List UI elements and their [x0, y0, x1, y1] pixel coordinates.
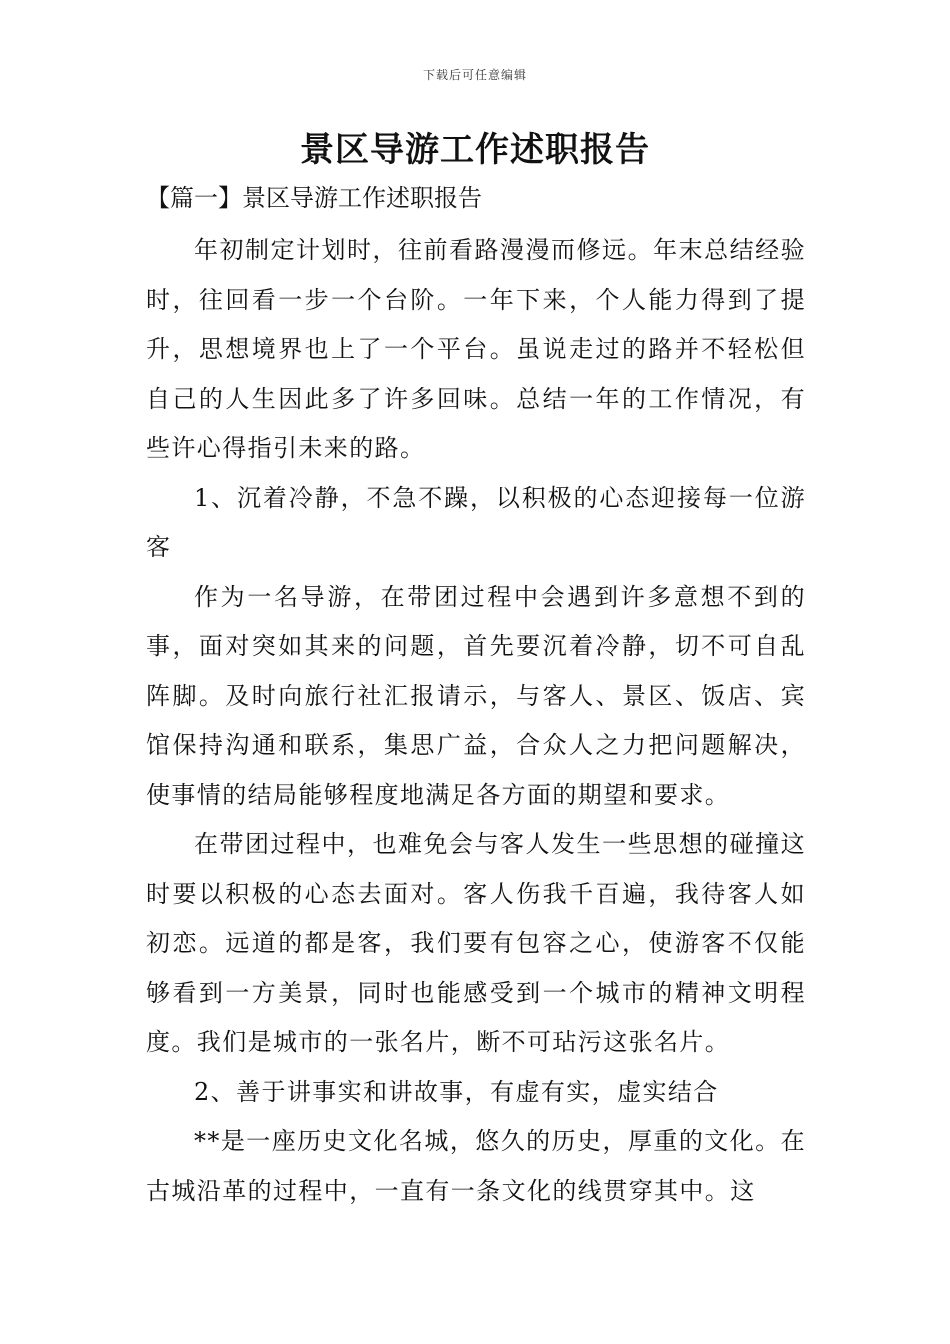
paragraph-point1-b: 在带团过程中，也难免会与客人发生一些思想的碰撞这时要以积极的心态去面对。客人伤我千百遍，我待客人如初恋。远道的都是客，我们要有包容之心，使游客不仅能够看到一方美景，同时也能感受到一个城市的精神文明程度。我们是城市的一张名片，断不可玷污这张名片。	[146, 830, 806, 1056]
document-body	[146, 176, 806, 1216]
paragraph-intro: 年初制定计划时，往前看路漫漫而修远。年末总结经验时，往回看一步一个台阶。一年下来，个人能力得到了提升，思想境界也上了一个平台。虽说走过的路并不轻松但自己的人生因此多了许多回味。总结一年的工作情况，有些许心得指引未来的路。	[146, 236, 806, 462]
point-heading-2: 2、善于讲事实和讲故事，有虚有实，虚实结合	[194, 1077, 719, 1106]
section-heading: 【篇一】景区导游工作述职报告	[146, 184, 482, 212]
point-heading-1: 1、沉着冷静，不急不躁，以积极的心态迎接每一位游客	[146, 483, 806, 561]
document-title: 景区导游工作述职报告	[300, 130, 650, 170]
header-note: 下载后可任意编辑	[422, 68, 527, 82]
paragraph-point2-a: **是一座历史文化名城，悠久的历史，厚重的文化。在古城沿革的过程中，一直有一条文化的线贯穿其中。这	[146, 1127, 806, 1205]
paragraph-point1-a: 作为一名导游，在带团过程中会遇到许多意想不到的事，面对突如其来的问题，首先要沉着冷静，切不可自乱阵脚。及时向旅行社汇报请示，与客人、景区、饭店、宾馆保持沟通和联系，集思广益，合众人之力把问题解决，使事情的结局能够程度地满足各方面的期望和要求。	[146, 582, 806, 809]
